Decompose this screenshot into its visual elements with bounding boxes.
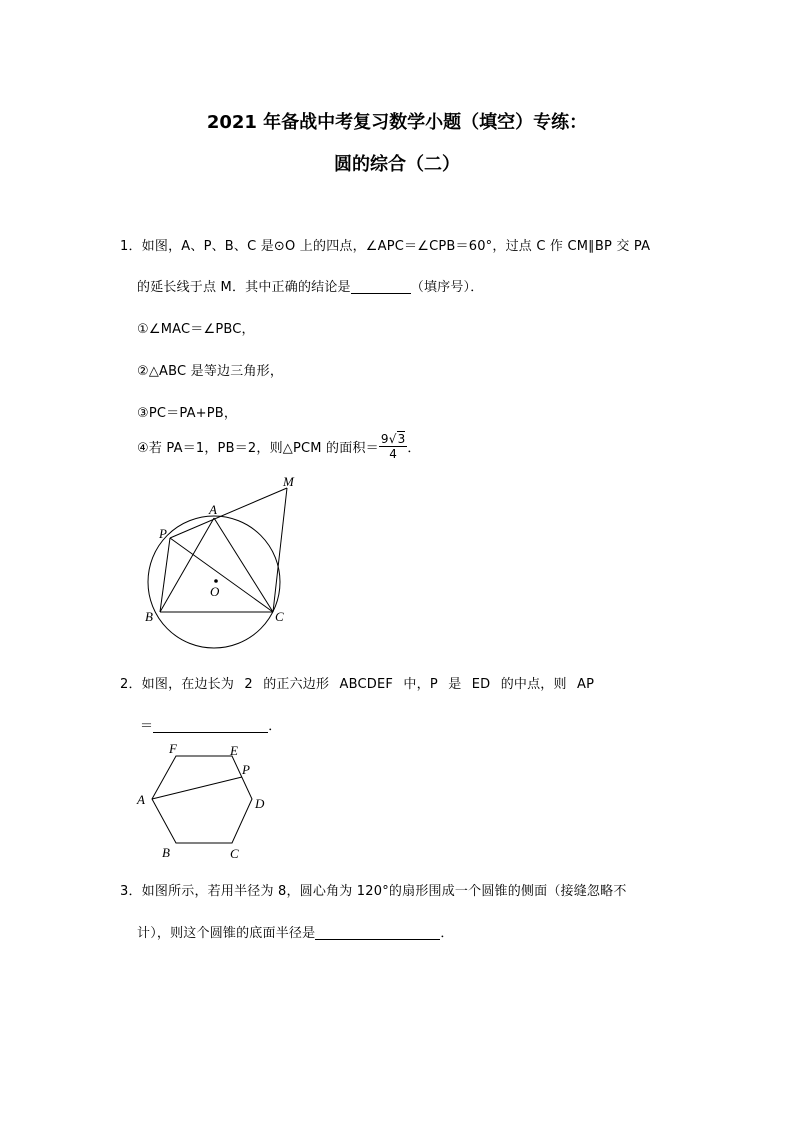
q1-option-4 [137, 432, 421, 461]
segment-ab [160, 518, 214, 612]
segment-pb [160, 538, 170, 612]
q1-line2 [137, 276, 483, 295]
label-f: F [169, 741, 177, 756]
label-b: B [162, 845, 170, 860]
numerator-coefficient: 9 [380, 432, 389, 446]
page-title: 2021 年备战中考复习数学小题（填空）专练： [206, 112, 588, 133]
label-a: A [137, 792, 145, 807]
hexagon-abcdef [152, 756, 252, 843]
q1-option-2: ②△ABC 是等边三角形， [137, 364, 284, 379]
segment-pc [170, 538, 273, 612]
q2-line1: 2．如图，在边长为 2 的正六边形 ABCDEF 中，P 是 ED 的中点，则 AP [120, 677, 595, 692]
label-p: P [159, 526, 167, 541]
center-point-o [214, 579, 218, 583]
q1-option-3: ③PC＝PA+PB， [137, 406, 238, 421]
label-m: M [283, 474, 294, 489]
q2-line2 [140, 715, 281, 734]
q1-option-4-text: ④若 PA＝1，PB＝2，则△PCM 的面积＝ [137, 441, 379, 456]
label-b: B [145, 609, 153, 624]
segment-ac [214, 518, 273, 612]
fraction-denominator: 4 [389, 447, 398, 461]
label-e: E [230, 743, 238, 758]
segment-cm [273, 488, 287, 612]
q2-equals: ＝ [140, 719, 154, 734]
q2-answer-blank[interactable] [153, 718, 268, 733]
numerator-radicand: 3 [397, 432, 406, 446]
area-fraction [379, 432, 408, 461]
label-c: C [230, 846, 239, 861]
q1-option-1: ①∠MAC＝∠PBC， [137, 322, 255, 337]
q1-answer-blank[interactable] [351, 279, 411, 294]
q3-line2-text: 计），则这个圆锥的底面半径是 [137, 926, 316, 941]
q1-option-4-end: ． [407, 441, 421, 456]
page-subtitle: 圆的综合（二） [334, 154, 460, 175]
label-c: C [275, 609, 284, 624]
q3-line1: 3．如图所示，若用半径为 8，圆心角为 120°的扇形围成一个圆锥的侧面（接缝忽略不 [120, 884, 627, 899]
label-p: P [242, 762, 250, 777]
q2-figure [130, 740, 280, 865]
label-d: D [255, 796, 265, 811]
q1-figure [130, 470, 310, 655]
label-o: O [210, 584, 220, 599]
segment-pm [170, 488, 287, 538]
segment-ap [152, 777, 242, 799]
q2-line2-end: ． [268, 719, 282, 734]
circle-o [148, 516, 280, 648]
q1-line2-end: （填序号）． [410, 280, 484, 295]
q3-line2 [137, 922, 454, 941]
q3-line2-end: ． [440, 926, 454, 941]
q3-answer-blank[interactable] [315, 925, 440, 940]
q1-line1: 1．如图，A、P、B、C 是⊙O 上的四点，∠APC＝∠CPB＝60°，过点 C 作 CM∥BP 交 PA [120, 239, 651, 254]
label-a: A [209, 502, 217, 517]
fraction-numerator: 9√3 [380, 432, 406, 446]
q1-line2-text: 的延长线于点 M．其中正确的结论是 [137, 280, 351, 295]
